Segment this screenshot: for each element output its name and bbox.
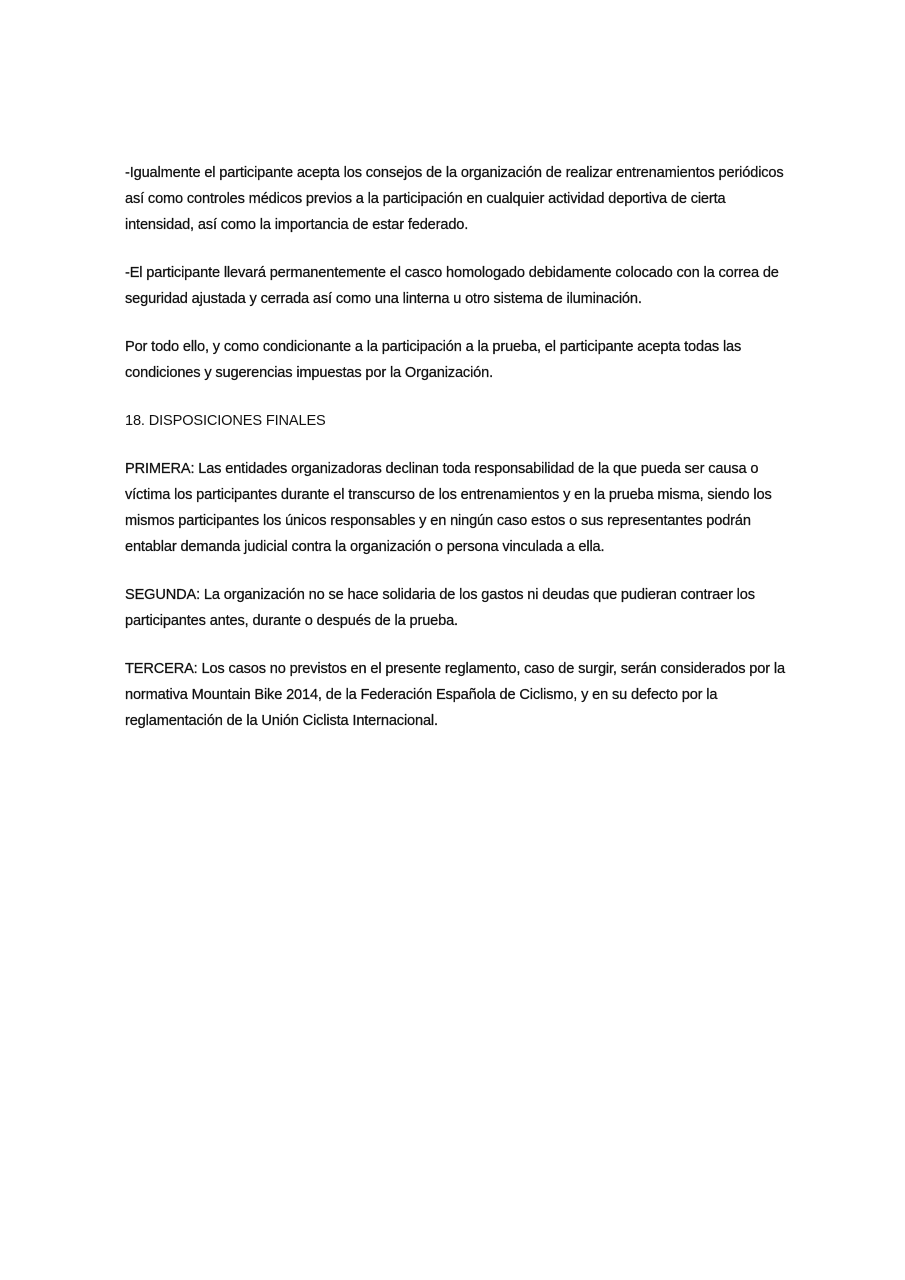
section-heading: 18. DISPOSICIONES FINALES [125, 413, 326, 429]
paragraph-acceptance: Por todo ello, y como condicionante a la participación a la prueba, el participante acepta todas las condiciones y sugerencias impuestas por la Organización. [125, 339, 742, 381]
provision-primera: PRIMERA: Las entidades organizadoras declinan toda responsabilidad de la que pueda ser causa o víctima los participantes durante el transcurso de los entrenamientos y en la prueba misma, siendo los mismos participantes los únicos responsables y en ningún caso estos o sus representantes podrán entablar demanda judicial contra la organización o persona vinculada a ella. [125, 461, 772, 555]
paragraph-helmet-requirement: -El participante llevará permanentemente el casco homologado debidamente colocado con la correa de seguridad ajustada y cerrada así como una linterna u otro sistema de iluminación. [125, 265, 779, 307]
provision-segunda: SEGUNDA: La organización no se hace solidaria de los gastos ni deudas que pudieran contraer los participantes antes, durante o después de la prueba. [125, 587, 755, 629]
document-page [125, 160, 785, 756]
provision-tercera: TERCERA: Los casos no previstos en el presente reglamento, caso de surgir, serán considerados por la normativa Mountain Bike 2014, de la Federación Española de Ciclismo, y en su defecto por la reglamentación de la Unión Ciclista Internacional. [125, 661, 785, 729]
paragraph-training-advice: -Igualmente el participante acepta los consejos de la organización de realizar entrenamientos periódicos así como controles médicos previos a la participación en cualquier actividad deportiva de cierta intensidad, así como la importancia de estar federado. [125, 165, 784, 233]
